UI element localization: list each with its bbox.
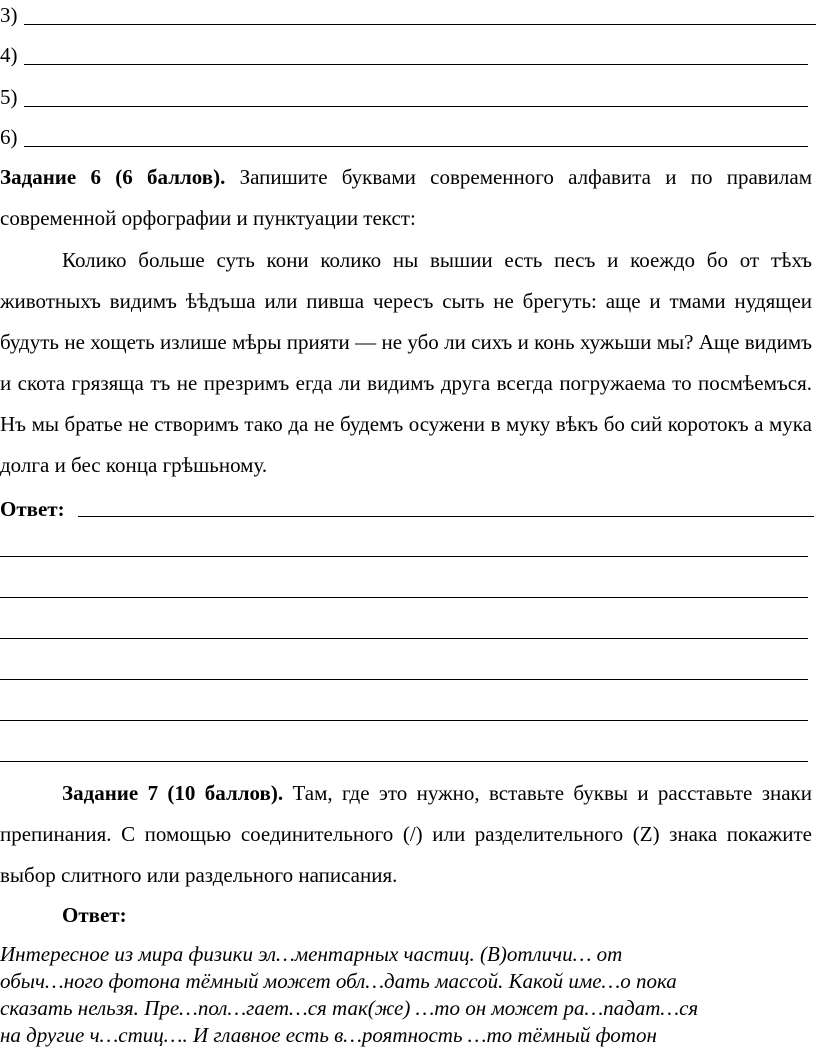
- blank-line: [24, 64, 808, 65]
- answer-line: [0, 679, 808, 680]
- answer-line: [0, 556, 808, 557]
- blank-line: [24, 146, 808, 147]
- task6-answer-label: Ответ:: [0, 497, 65, 521]
- answer-line: [0, 597, 808, 598]
- answer-line: [78, 516, 814, 517]
- answer-line: [0, 638, 808, 639]
- numbered-line-5: [0, 84, 816, 110]
- line-number: 6): [0, 125, 18, 149]
- answer-line: [0, 761, 808, 762]
- task7-instruction: Там, где это нужно, вставьте буквы и расставьте знаки препинания. С помощью соединительного (/) или разделительного (Z) знака покажите выбор слитного или раздельного написания.: [0, 781, 812, 887]
- exercise-line: Интересное из мира физики эл…ментарных частиц. (В)отличи… от: [0, 942, 623, 966]
- task6-title: Задание 6 (6 баллов).: [0, 165, 226, 189]
- task7-heading: [0, 773, 812, 896]
- exercise-line: сказать нельзя. Пре…пол…гает…ся так(же) …то он может ра…падат…ся: [0, 996, 699, 1020]
- task6-instruction: Запишите буквами современного алфавита и по правилам современной орфографии и пунктуации текст:: [0, 165, 813, 230]
- task7-exercise-text: [0, 941, 812, 1049]
- line-number: 3): [0, 3, 18, 27]
- numbered-line-3: [0, 2, 816, 28]
- exercise-line: обыч…ного фотона тёмный может обл…дать массой. Какой име…о пока: [0, 969, 677, 993]
- task6-source-text: Колико больше суть кони колико ны вышии есть песъ и коеждо бо от тѣхъ животныхъ видимъ ѣѣдъша или пивша чересъ сыть не брегуть: аще и тмами нудящеи будуть не хощеть излише мѣры прияти — не убо ли сихъ и конь хужьши мы? Аще видимъ и скота грязяща тъ не презримъ егда ли видимъ друга всегда погружаема то посмѣемъся. Нъ мы братье не створимъ тако да не будемъ осужени в муку вѣкъ бо сий коротокъ а мука долга и бес конца грѣшьному.: [0, 248, 812, 477]
- line-number: 4): [0, 43, 18, 67]
- line-number: 5): [0, 85, 18, 109]
- task7-answer-label: Ответ:: [62, 903, 127, 927]
- blank-line: [24, 106, 808, 107]
- numbered-line-4: [0, 42, 816, 68]
- exercise-line: на другие ч…стиц…. И главное есть в…роятность …то тёмный фотон: [0, 1023, 657, 1047]
- blank-line: [24, 24, 816, 25]
- numbered-line-6: [0, 124, 816, 150]
- answer-line: [0, 720, 808, 721]
- task6-heading: [0, 157, 812, 239]
- task7-title: Задание 7 (10 баллов).: [62, 781, 284, 805]
